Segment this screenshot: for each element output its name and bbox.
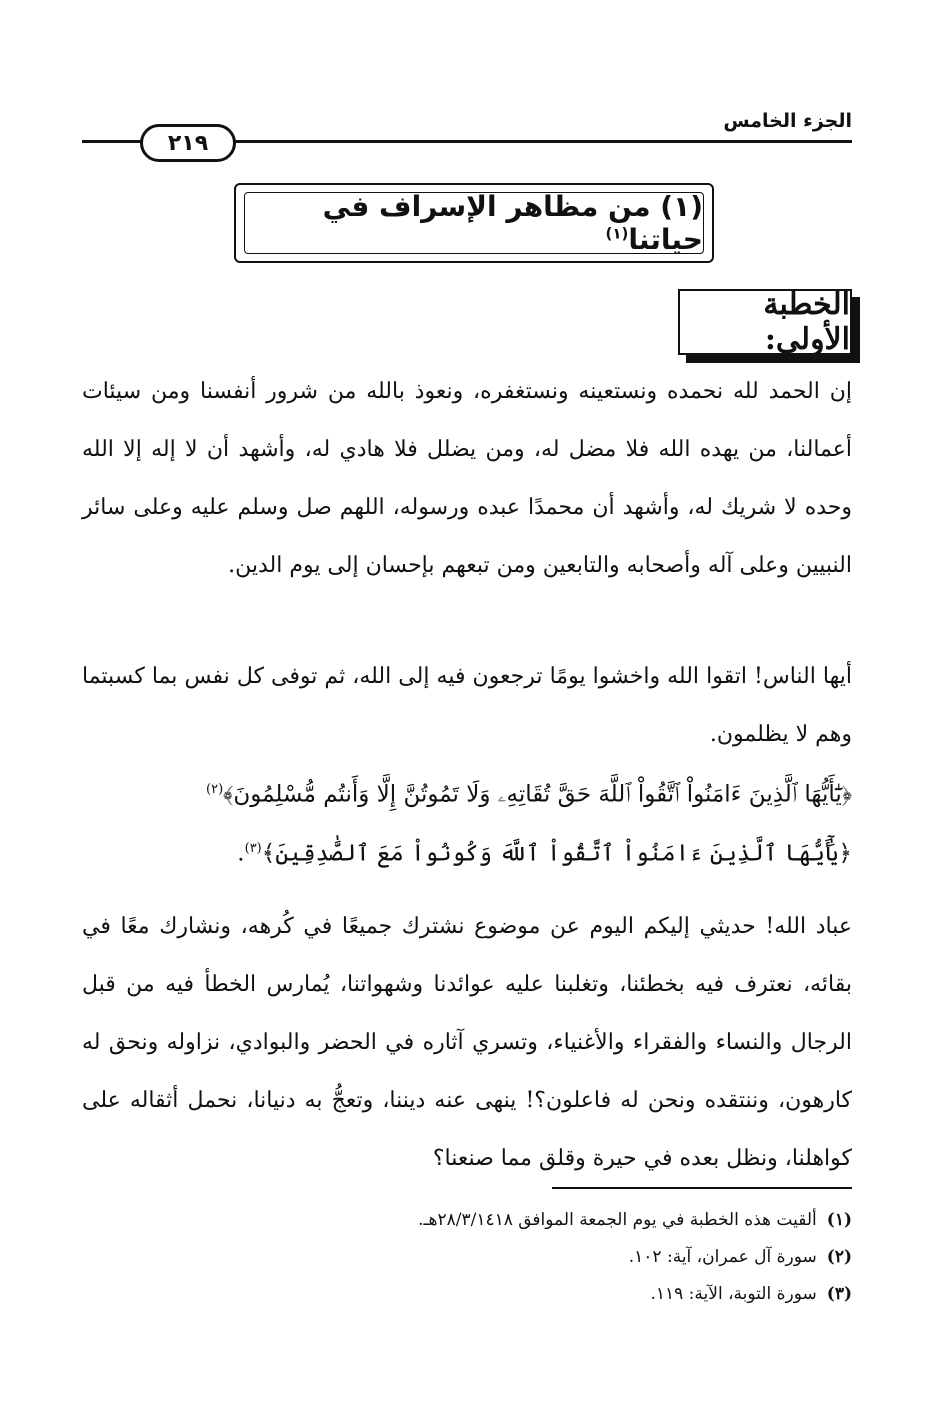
section-heading-box	[678, 289, 852, 355]
footnote-2	[92, 1245, 852, 1269]
chapter-title-text: (١) من مظاهر الإسراف في حياتنا	[322, 190, 703, 256]
quran-verse-2	[82, 834, 852, 869]
quran-verse-1	[82, 775, 852, 810]
body-paragraph-address: أيها الناس! اتقوا الله واخشوا يومًا ترجعون فيه إلى الله، ثم توفى كل نفس بما كسبتما وهم لا يظلمون.	[82, 664, 852, 747]
footnote-3-text: سورة التوبة، الآية: ١١٩.	[650, 1284, 817, 1304]
body-paragraph-topic: عباد الله! حديثي إليكم اليوم عن موضوع نشترك جميعًا في كُرهه، ونشارك معًا في بقائه، نعترف فيه بخطئنا، وتغلبنا عليه عوائدنا وشهواتنا، يُمارس الخطأ فيه من قبل الرجال والنساء والفقراء والأغنياء، وتسري آثاره في الحضر والبوادي، نزاوله ونحق له كارهون، وننتقده ونحن له فاعلون؟! ينهى عنه ديننا، وتعجُّ به دنيانا، نحمل أثقاله على كواهلنا، ونظل بعده في حيرة وقلق مما صنعنا؟	[82, 914, 852, 1171]
footnote-3-number: (٣)	[826, 1284, 852, 1304]
page-number-badge	[140, 124, 236, 162]
body-paragraph-opening: إن الحمد لله نحمده ونستعينه ونستغفره، ونعوذ بالله من شرور أنفسنا ومن سيئات أعمالنا، من يهده الله فلا مضل له، ومن يضلل فلا هادي له، وأشهد أن لا إله إلا الله وحده لا شريك له، وأشهد أن محمدًا عبده ورسوله، اللهم صل وسلم عليه وعلى سائر النبيين وعلى آله وأصحابه والتابعين ومن تبعهم بإحسان إلى يوم الدين.	[82, 379, 852, 578]
footnote-2-number: (٢)	[826, 1247, 852, 1267]
section-heading: الخطبة الأولى:	[763, 287, 850, 357]
quran-verse-2-period: .	[237, 840, 245, 867]
chapter-title-inner-frame	[244, 192, 704, 254]
quran-verse-2-footnote-ref: (٣)	[244, 841, 262, 856]
chapter-title	[245, 190, 703, 256]
chapter-title-footnote-marker: (١)	[605, 224, 629, 243]
quran-verse-2-text: ﴿يَٰٓأَيُّهَا ٱلَّذِينَ ءَامَنُواْ ٱتَّقُواْ ٱللَّهَ وَكُونُواْ مَعَ ٱلصَّٰدِقِينَ﴾	[261, 840, 852, 867]
footnote-2-text: سورة آل عمران، آية: ١٠٢.	[628, 1247, 817, 1267]
chapter-title-frame	[234, 183, 714, 263]
footnote-1-text: ألقيت هذه الخطبة في يوم الجمعة الموافق ٢٨/٣/١٤١٨هـ.	[418, 1210, 817, 1230]
footnote-3	[92, 1282, 852, 1306]
quran-verse-1-footnote-ref: (٢)	[206, 782, 224, 797]
quran-verse-1-text: ﴿يَٰٓأَيُّهَا ٱلَّذِينَ ءَامَنُواْ ٱتَّقُواْ ٱللَّهَ حَقَّ تُقَاتِهِۦ وَلَا تَمُوتُنَّ إِلَّا وَأَنتُم مُّسْلِمُونَ﴾	[223, 781, 852, 808]
running-header-title: الجزء الخامس	[723, 110, 852, 132]
footnote-separator	[552, 1187, 852, 1189]
footnote-1	[92, 1208, 852, 1232]
page-number: ٢١٩	[167, 130, 209, 156]
footnote-1-number: (١)	[826, 1210, 852, 1230]
